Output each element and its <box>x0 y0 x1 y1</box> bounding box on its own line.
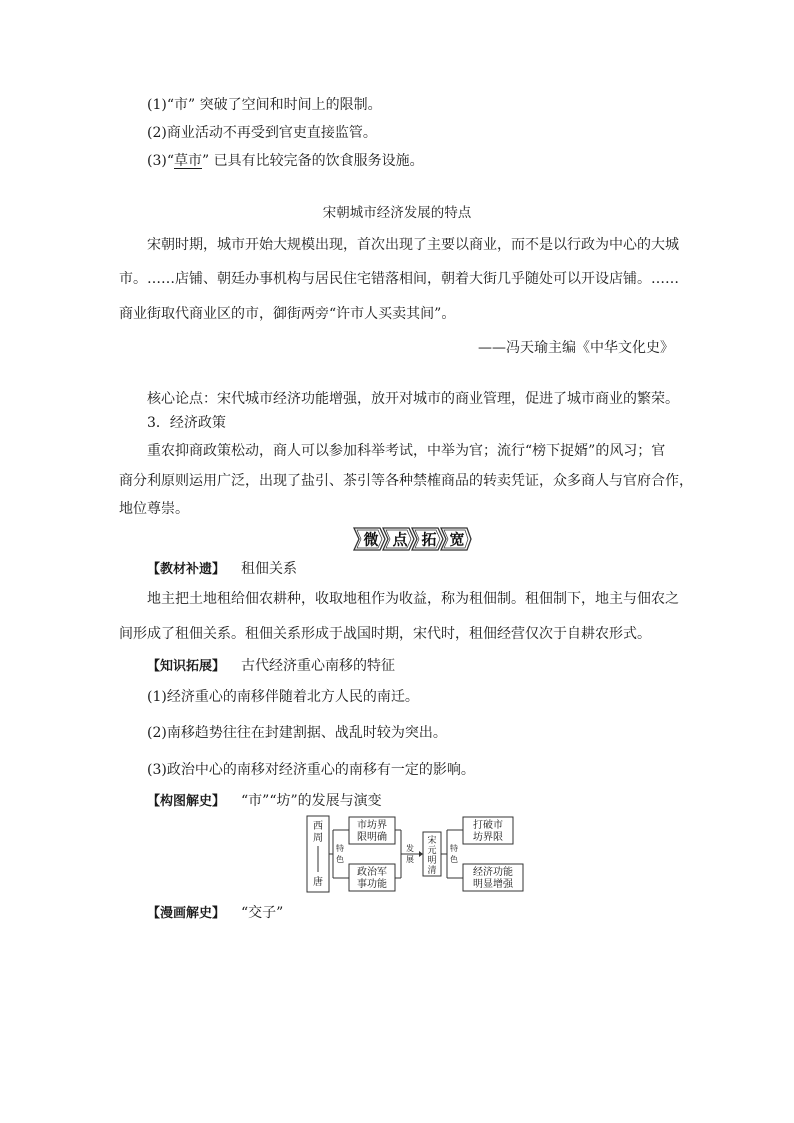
expand-heading <box>147 656 395 677</box>
tese1-char-1: 特 <box>336 844 344 853</box>
expand-item-2: (2)南移趋势往往在封建割据、战乱时较为突出。 <box>147 725 447 741</box>
tese1-char-2: 色 <box>336 855 344 864</box>
era1-char-1: 西 <box>313 821 323 832</box>
box1b-line-1: 政治军 <box>357 867 387 878</box>
comic-heading <box>147 903 283 924</box>
diagram-tag: 【构图解史】 <box>147 794 226 809</box>
list-item-2: (2)商业活动不再受到官吏直接监管。 <box>147 125 377 141</box>
material-line-1: 宋朝时期，城市开始大规模出现，首次出现了主要以商业，而不是以行政为中心的大城 <box>147 237 679 253</box>
diagram-topic: “市”“坊”的发展与演变 <box>241 793 382 809</box>
banner-char-3: 拓 <box>421 530 437 549</box>
box1a-line-2: 限明确 <box>357 832 387 843</box>
shi-fang-diagram <box>305 812 545 897</box>
banner-chevron-1 <box>354 528 385 550</box>
tese2-char-2: 色 <box>450 855 458 864</box>
banner-char-4: 宽 <box>449 530 465 549</box>
core-argument: 核心论点：宋代城市经济功能增强，放开对城市的商业管理，促进了城市商业的繁荣。 <box>147 391 679 407</box>
box2a-line-1: 打破市 <box>473 820 503 831</box>
supplement-topic: 租佃关系 <box>241 561 298 577</box>
era2-char-4: 清 <box>427 866 437 876</box>
supplement-line-2: 间形成了租佃关系。租佃关系形成于战国时期，宋代时，租佃经营仅次于自耕农形式。 <box>119 626 651 642</box>
list-item-1: (1)“市” 突破了空间和时间上的限制。 <box>147 97 382 113</box>
expand-tag: 【知识拓展】 <box>147 659 226 674</box>
era2-char-3: 明 <box>427 856 437 866</box>
material-source: ——冯天瑜主编《中华文化史》 <box>478 340 674 356</box>
list-item-3: (3)“草市” 已具有比较完备的饮食服务设施。 <box>147 153 424 169</box>
era2-char-2: 元 <box>427 846 437 856</box>
box1a-line-1: 市坊界 <box>357 820 387 831</box>
banner-char-2: 点 <box>392 530 408 549</box>
fazhan-char-1: 发 <box>406 844 414 853</box>
section-heading: 3．经济政策 <box>147 415 226 431</box>
banner-chevron-3 <box>412 528 443 550</box>
banner-chevron-2 <box>383 528 414 550</box>
box2b-line-2: 明显增强 <box>473 879 513 890</box>
diagram-heading <box>147 791 382 812</box>
material-line-2: 市。……店铺、朝廷办事机构与居民住宅错落相间，朝着大街几乎随处可以开设店铺。…… <box>119 271 679 287</box>
box1b-line-2: 事功能 <box>357 879 387 890</box>
era2-char-1: 宋 <box>427 836 437 846</box>
era1-char-3: 唐 <box>313 877 323 888</box>
banner-chevron-4 <box>441 528 471 550</box>
comic-tag: 【漫画解史】 <box>147 906 226 921</box>
expand-item-1: (1)经济重心的南移伴随着北方人民的南迁。 <box>147 689 419 705</box>
tese2-char-1: 特 <box>450 844 458 853</box>
supplement-line-1: 地主把土地租给佃农耕种，收取地租作为收益，称为租佃制。租佃制下，地主与佃农之 <box>147 591 679 607</box>
comic-topic: “交子” <box>241 905 284 921</box>
banner-char-1: 微 <box>363 530 379 549</box>
fazhan-char-2: 展 <box>406 855 414 864</box>
box2a-line-2: 坊界限 <box>473 832 503 843</box>
material-line-3: 商业街取代商业区的市，御街两旁“许市人买卖其间”。 <box>119 306 456 322</box>
box2b-line-1: 经济功能 <box>473 867 513 878</box>
section-paragraph-line-3: 地位尊崇。 <box>119 501 189 517</box>
section-paragraph-line-1: 重农抑商政策松动，商人可以参加科举考试，中举为官；流行“榜下捉婿”的风习；官 <box>147 443 666 459</box>
section-banner <box>352 525 472 553</box>
supplement-tag: 【教材补遗】 <box>147 562 226 577</box>
expand-item-3: (3)政治中心的南移对经济重心的南移有一定的影响。 <box>147 762 475 778</box>
era1-char-2: 周 <box>313 833 323 844</box>
expand-topic: 古代经济重心南移的特征 <box>241 658 396 674</box>
section-paragraph-line-2: 商分利原则运用广泛，出现了盐引、茶引等各种禁榷商品的转卖凭证，众多商人与官府合作， <box>119 473 693 489</box>
material-title: 宋朝城市经济发展的特点 <box>322 205 472 221</box>
supplement-heading <box>147 559 297 580</box>
